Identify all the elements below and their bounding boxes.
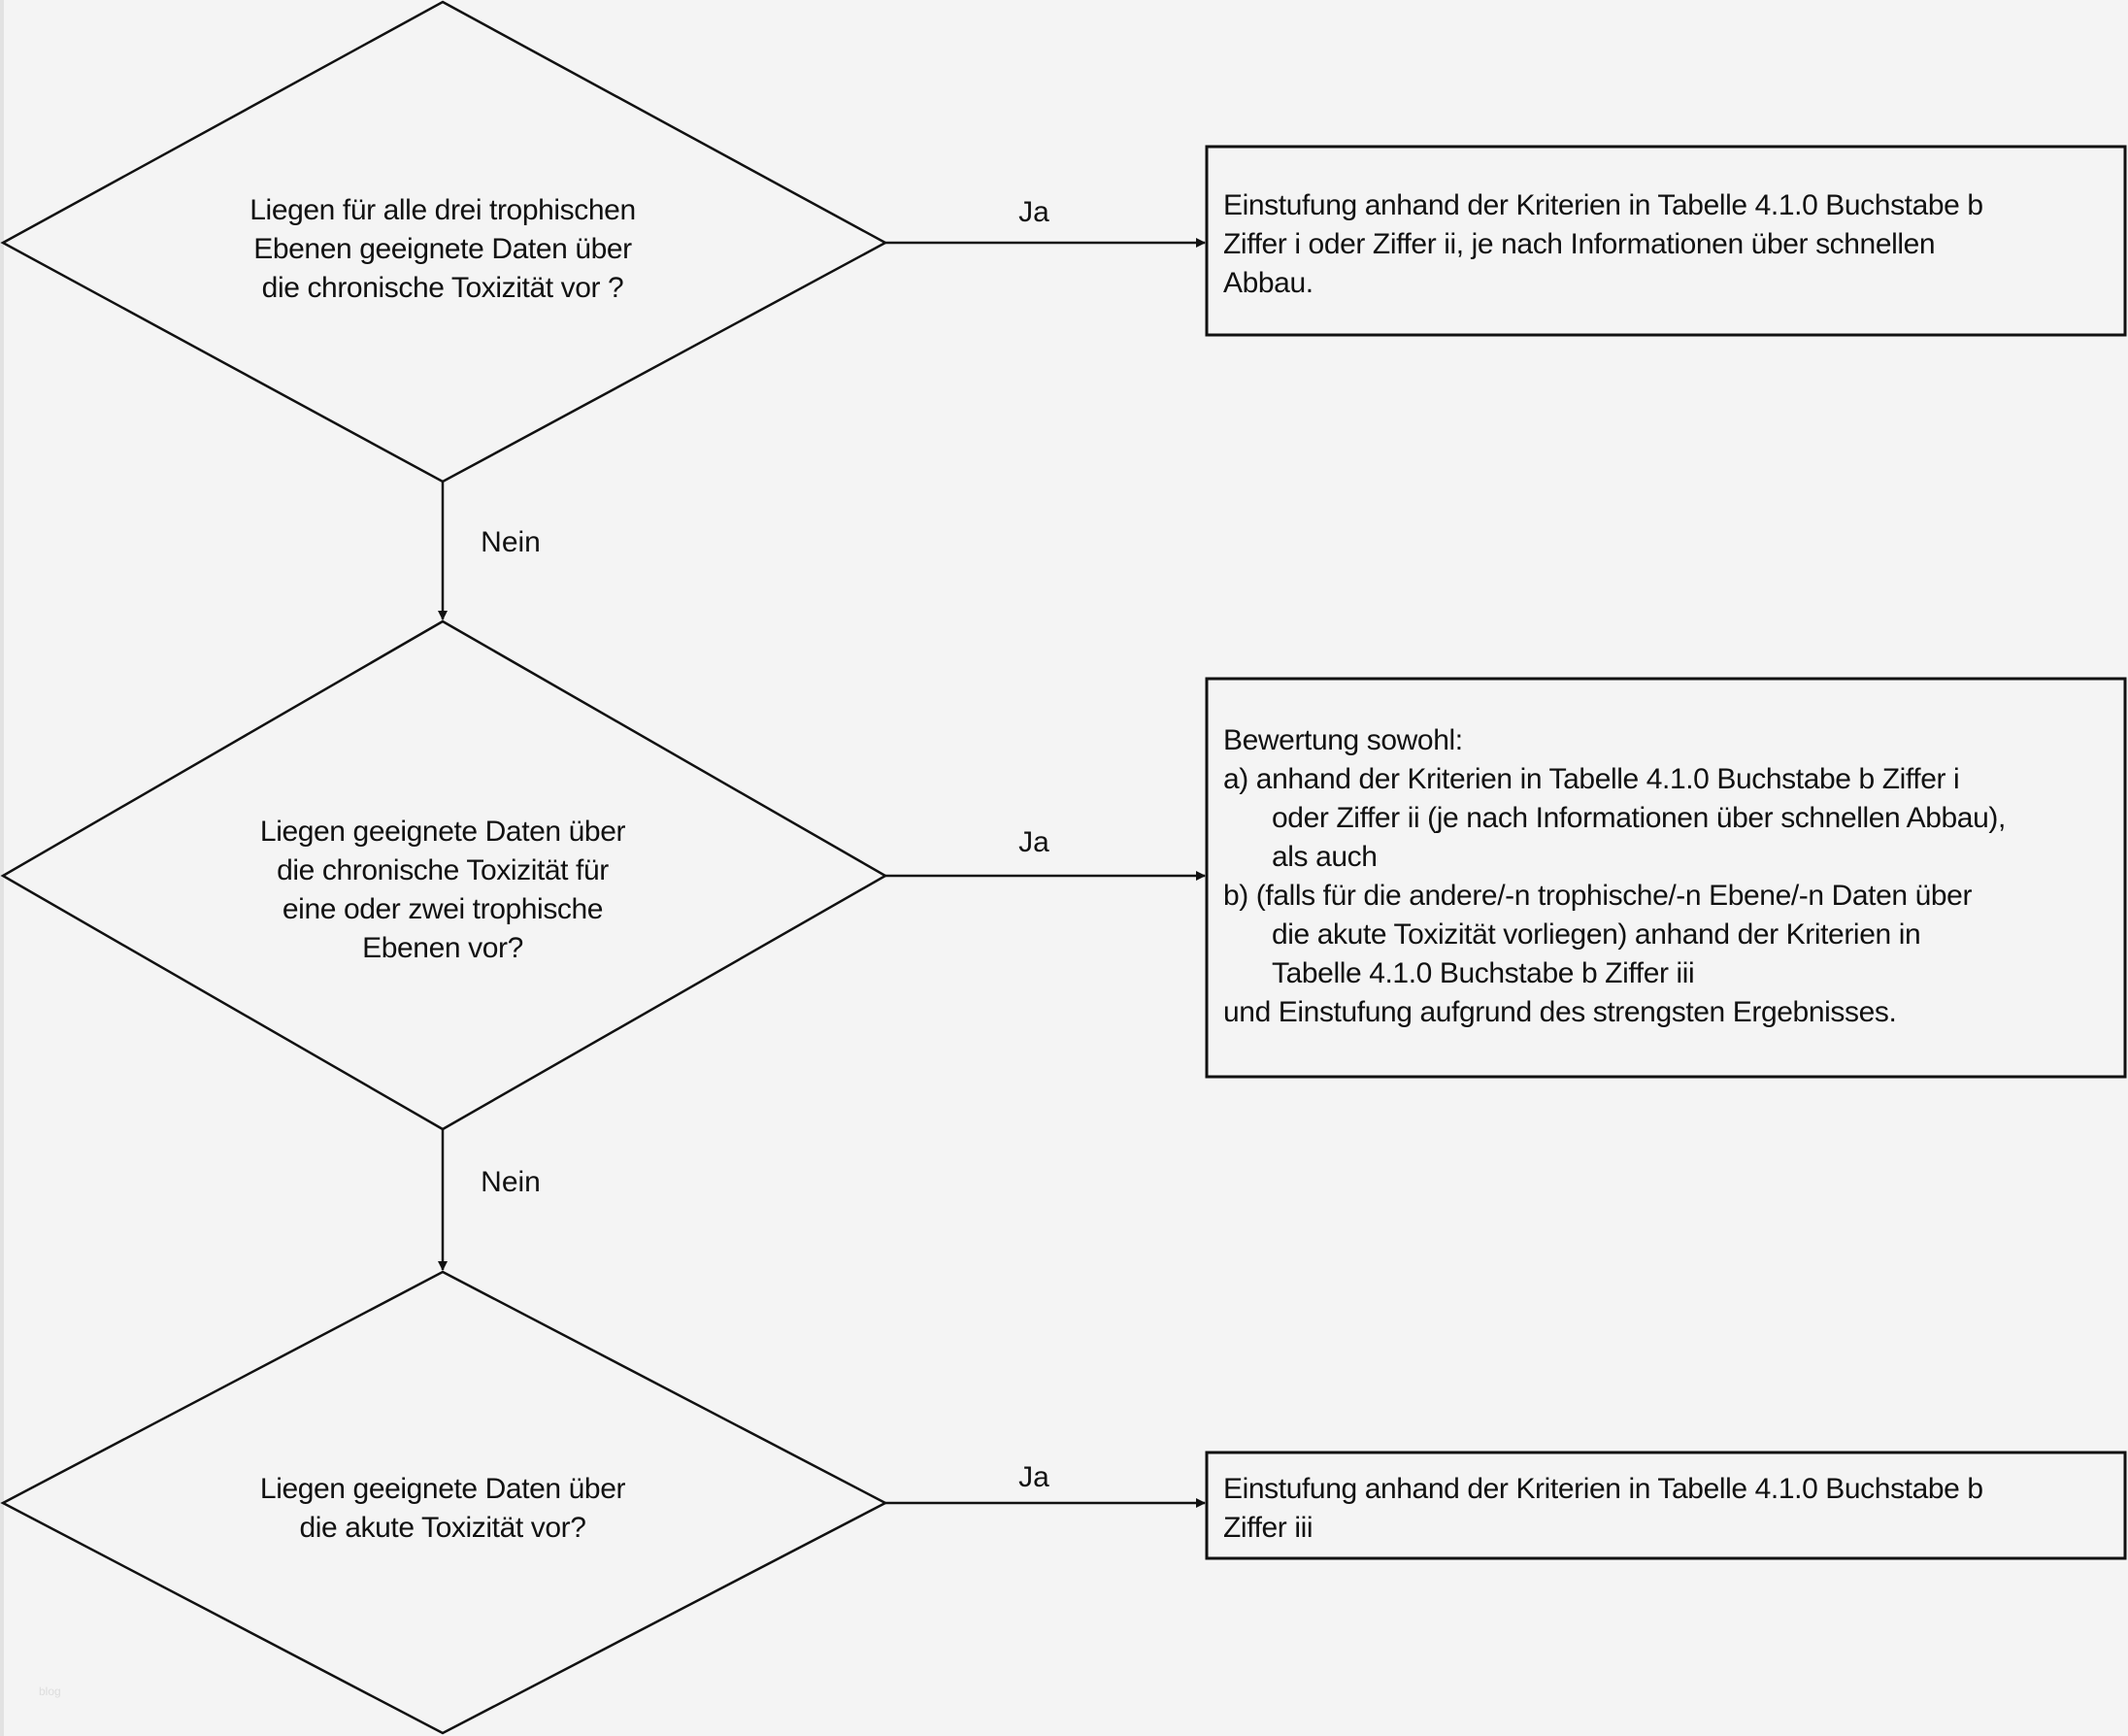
text-line: eine oder zwei trophische	[282, 893, 604, 925]
text-line: Liegen geeignete Daten über	[259, 1473, 626, 1505]
text-line: Ziffer i oder Ziffer ii, je nach Informationen über schnellen	[1223, 228, 1936, 260]
decision-text-2	[260, 813, 625, 968]
watermark: blog	[39, 1685, 61, 1698]
text-line: die akute Toxizität vorliegen) anhand der Kriterien in	[1272, 918, 1921, 951]
result-text-2	[1223, 721, 2006, 1032]
text-line: a) anhand der Kriterien in Tabelle 4.1.0 Buchstabe b Ziffer i	[1223, 763, 1960, 795]
yes-label-3: Ja	[1018, 1461, 1049, 1493]
text-line: b) (falls für die andere/-n trophische/-n Ebene/-n Daten über	[1223, 880, 1973, 912]
text-line: Einstufung anhand der Kriterien in Tabelle 4.1.0 Buchstabe b	[1223, 1473, 1983, 1505]
text-line: Ebenen geeignete Daten über	[253, 233, 632, 265]
text-line: die chronische Toxizität vor ?	[261, 272, 624, 304]
text-line: die akute Toxizität vor?	[299, 1512, 586, 1544]
result-text-1	[1223, 186, 1983, 303]
decision-text-1	[249, 191, 635, 308]
text-line: Tabelle 4.1.0 Buchstabe b Ziffer iii	[1272, 957, 1695, 989]
yes-label-2: Ja	[1018, 826, 1049, 858]
text-line: Ziffer iii	[1223, 1512, 1313, 1544]
text-line: Einstufung anhand der Kriterien in Tabelle 4.1.0 Buchstabe b	[1223, 189, 1983, 221]
text-line: die chronische Toxizität für	[277, 854, 609, 886]
text-line: Liegen für alle drei trophischen	[249, 194, 636, 226]
text-line: Ebenen vor?	[362, 932, 523, 964]
text-line: Liegen geeignete Daten über	[259, 816, 626, 848]
no-label-2: Nein	[481, 1166, 541, 1198]
no-label-1: Nein	[481, 526, 541, 558]
text-line: Bewertung sowohl:	[1223, 724, 1463, 756]
result-text-3	[1223, 1470, 1983, 1548]
text-line: und Einstufung aufgrund des strengsten Ergebnisses.	[1223, 996, 1897, 1028]
text-line: als auch	[1272, 841, 1378, 873]
text-line: oder Ziffer ii (je nach Informationen über schnellen Abbau),	[1272, 802, 2006, 834]
decision-text-3	[260, 1470, 625, 1548]
text-line: Abbau.	[1223, 267, 1313, 299]
yes-label-1: Ja	[1018, 196, 1049, 228]
